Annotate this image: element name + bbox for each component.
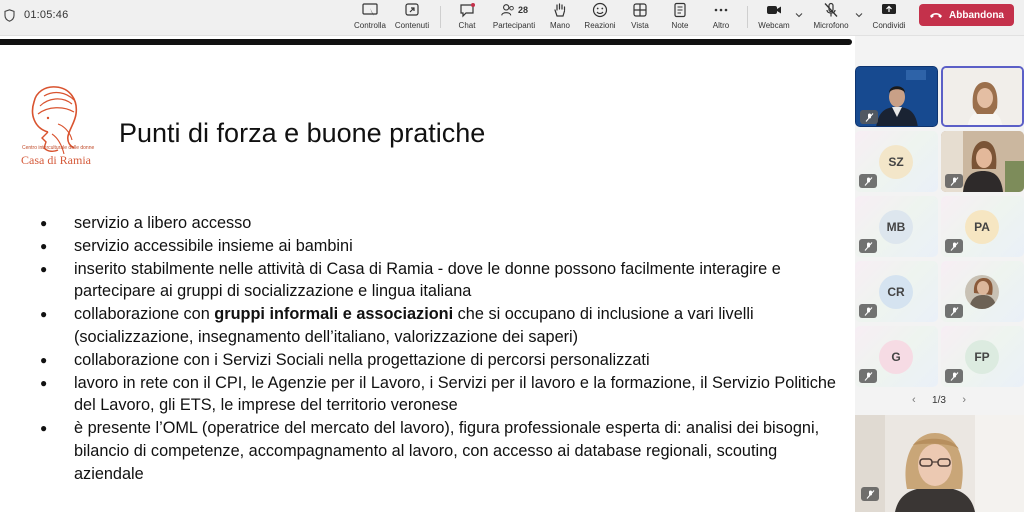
microphone-options-chevron-icon[interactable] [855, 12, 863, 18]
microphone-muted-icon [950, 242, 959, 251]
microphone-button[interactable]: Microfono [810, 1, 852, 35]
participants-count: 28 [517, 4, 528, 15]
slide-title: Punti di forza e buone pratiche [119, 118, 486, 148]
participant-tile[interactable] [855, 196, 938, 257]
slide-top-border [0, 39, 852, 45]
muted-indicator [860, 110, 878, 124]
participants-button[interactable]: 28 Partecipanti [489, 1, 539, 35]
logo-name: Casa di Ramia [21, 153, 91, 167]
participants-panel [855, 36, 1024, 512]
toolbar-divider [440, 6, 441, 28]
avatar-initials: PA [965, 210, 999, 244]
camera-button[interactable]: Webcam [756, 1, 792, 35]
more-button[interactable]: Altro [707, 1, 735, 35]
bullet-item: ● è presente l’OML (operatrice del mercato del lavoro), figura professionale esperta di: analisi dei bisogni, bilancio di competenze, accompagnamento al lavoro, con accesso ai database regionali, scouting aziendale [40, 417, 840, 485]
microphone-muted-icon [950, 307, 959, 316]
meeting-timer: 01:05:46 [24, 9, 69, 21]
camera-options-chevron-icon[interactable] [795, 12, 803, 18]
more-dots-icon [712, 2, 730, 18]
bullet-bold-text: gruppi informali e associazioni [214, 305, 454, 324]
bullet-item: ● inserito stabilmente nelle attività di Casa di Ramia - dove le donne possono facilmente interagire e partecipare ai gruppi di socializzazione e lingua italiana [40, 258, 840, 304]
participant-video-tile-active[interactable] [941, 66, 1024, 127]
microphone-muted-icon [866, 490, 875, 499]
control-screen-icon [361, 2, 379, 18]
avatar-initials: SZ [879, 145, 913, 179]
microphone-muted-icon [864, 307, 873, 316]
muted-indicator [945, 239, 963, 253]
microphone-muted-icon [864, 242, 873, 251]
shared-presentation [0, 36, 855, 512]
participant-tile[interactable] [855, 131, 938, 192]
reactions-button[interactable]: Reazioni [582, 1, 618, 35]
next-page-icon[interactable]: › [962, 394, 966, 406]
self-video [855, 415, 1024, 512]
participant-video [943, 68, 1024, 127]
microphone-muted-icon [950, 177, 959, 186]
raise-hand-button[interactable]: Mano [547, 1, 573, 35]
avatar-initials: G [879, 340, 913, 374]
people-icon [500, 2, 516, 18]
participant-tile[interactable] [855, 326, 938, 387]
smiley-icon [591, 2, 609, 18]
avatar-initials: FP [965, 340, 999, 374]
participant-tile[interactable] [941, 261, 1024, 322]
share-button[interactable]: Condividi [869, 1, 909, 35]
hand-icon [551, 2, 569, 18]
muted-indicator [945, 369, 963, 383]
muted-indicator [859, 369, 877, 383]
participant-tile[interactable] [855, 261, 938, 322]
muted-indicator [861, 487, 879, 501]
microphone-muted-icon [864, 372, 873, 381]
participant-video-tile[interactable] [941, 131, 1024, 192]
share-screen-icon [880, 2, 898, 18]
muted-indicator [859, 239, 877, 253]
participants-pager [912, 394, 966, 406]
bullet-item: ● servizio a libero accesso [40, 212, 840, 235]
microphone-muted-icon [864, 177, 873, 186]
logo-caption: Centro interculturale delle donne [22, 145, 95, 151]
content-button[interactable]: Contenuti [392, 1, 432, 35]
chat-button[interactable]: Chat [453, 1, 481, 35]
meeting-toolbar [0, 0, 1024, 36]
muted-indicator [945, 304, 963, 318]
muted-indicator [859, 304, 877, 318]
bullet-item: ● servizio accessibile insieme ai bambini [40, 235, 840, 258]
microphone-muted-icon [822, 2, 840, 18]
casa-di-ramia-logo [18, 62, 98, 210]
video-camera-icon [765, 2, 783, 18]
share-content-icon [403, 2, 421, 18]
bullet-item: ● lavoro in rete con il CPI, le Agenzie per il Lavoro, i Servizi per il lavoro e la formazione, il Servizio Politiche del Lavoro, gli ETS, le imprese del territorio veronese [40, 372, 840, 418]
chat-icon [458, 2, 476, 18]
shield-icon [4, 9, 15, 22]
notes-icon [671, 2, 689, 18]
page-indicator: 1/3 [932, 394, 946, 406]
muted-indicator [859, 174, 877, 188]
notes-button[interactable]: Note [667, 1, 693, 35]
phone-hangup-icon [929, 10, 943, 20]
participant-tile[interactable] [941, 326, 1024, 387]
controls-button[interactable]: Controlla [352, 1, 388, 35]
self-view-video[interactable] [855, 415, 1024, 512]
bullet-item: ● collaborazione con gruppi informali e associazioni che si occupano di inclusione a vari livelli (socializzazione, insegnamento dell’italiano, valorizzazione dei saperi) [40, 303, 840, 349]
previous-page-icon[interactable]: ‹ [912, 394, 916, 406]
avatar-initials: MB [879, 210, 913, 244]
view-button[interactable]: Vista [627, 1, 653, 35]
slide-bullet-list [40, 212, 840, 486]
grid-view-icon [631, 2, 649, 18]
profile-photo [965, 275, 999, 309]
avatar-initials: CR [879, 275, 913, 309]
microphone-muted-icon [950, 372, 959, 381]
leave-button[interactable]: Abbandona [919, 4, 1014, 26]
participant-tile[interactable] [941, 196, 1024, 257]
participant-video-tile[interactable] [855, 66, 938, 127]
toolbar-divider [747, 6, 748, 28]
microphone-muted-icon [865, 113, 874, 122]
muted-indicator [945, 174, 963, 188]
bullet-item: ● collaborazione con i Servizi Sociali nella progettazione di percorsi personalizzati [40, 349, 840, 372]
